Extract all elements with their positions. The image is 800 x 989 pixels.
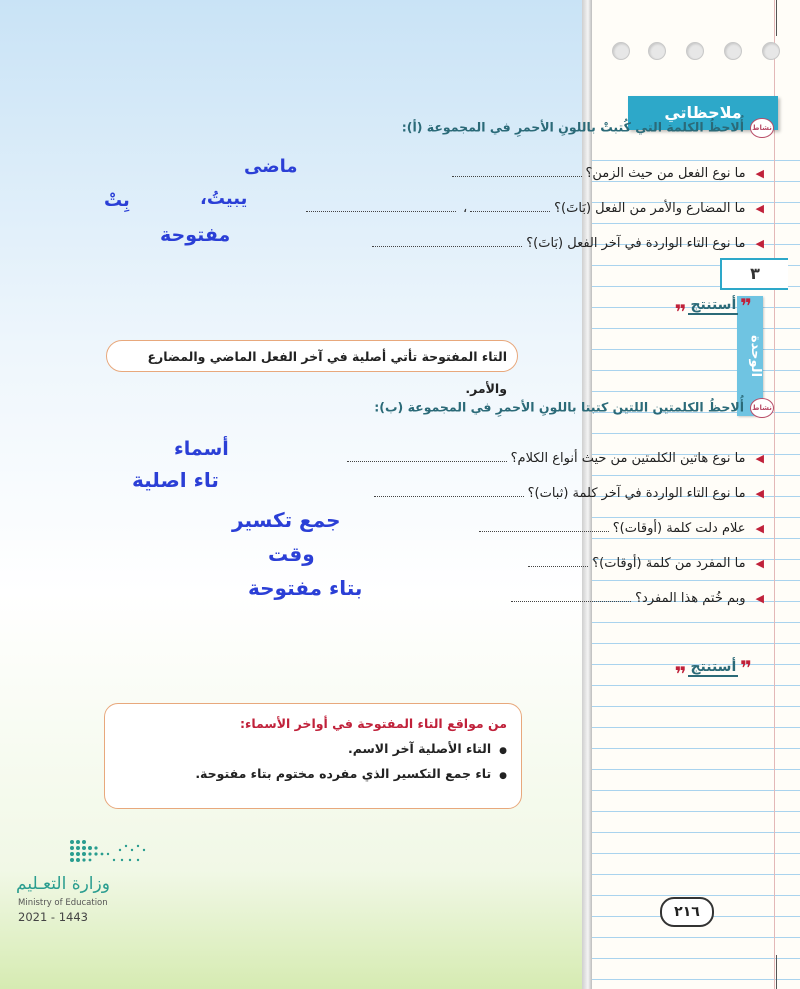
question-text: علام دلت كلمة (أوقات)؟ — [612, 521, 746, 536]
answer-line — [306, 201, 456, 212]
answer-line — [374, 486, 524, 497]
question-text: ما نوع هاتين الكلمتين من حيث أنواع الكلام؟ — [510, 451, 746, 466]
notes-title: ملاحظاتي — [628, 96, 778, 130]
answer-line — [452, 166, 582, 177]
handwritten-answer: ماضى — [244, 156, 298, 177]
question-row — [372, 236, 764, 251]
ministry-name-en: Ministry of Education — [18, 898, 108, 908]
question-row — [374, 486, 764, 501]
cut-mark — [776, 955, 777, 989]
unit-tab-label: الوحدة — [748, 334, 763, 378]
answer-line — [347, 451, 507, 462]
question-row — [452, 166, 765, 181]
arrow-icon: ◀ — [755, 237, 764, 250]
arrow-icon: ◀ — [755, 592, 764, 605]
handwritten-answer: وقت — [268, 542, 315, 566]
arrow-icon: ◀ — [755, 167, 764, 180]
arrow-icon: ◀ — [755, 557, 764, 570]
answer-line — [528, 556, 588, 567]
handwritten-answer: أسماء — [174, 438, 229, 460]
handwritten-answer: جمع تكسير — [232, 508, 341, 532]
ministry-logo — [16, 836, 136, 936]
binder-hole — [686, 42, 704, 60]
section-a-instruction: أُلاحظُ الكلمة التي كُتبتْ باللونِ الأحمرِ في المجموعة (أ): — [401, 119, 744, 135]
conclusion-2-item: ● تاء جمع التكسير الذي مفرده مختوم بتاء مفتوحة. — [105, 766, 507, 781]
question-text: وبم خُتم هذا المفرد؟ — [635, 591, 746, 606]
activity-badge: نشاط — [750, 118, 774, 138]
question-row: ◀ما المضارع والأمر من الفعل (بَاتَ)؟، — [306, 201, 764, 216]
binder-hole — [724, 42, 742, 60]
section-b-heading — [374, 398, 774, 418]
question-row — [511, 591, 764, 606]
answer-line — [511, 591, 631, 602]
ministry-dots-icon — [66, 836, 156, 870]
answer-line — [372, 236, 522, 247]
binder-hole — [612, 42, 630, 60]
arrow-icon: ◀ — [755, 522, 764, 535]
conclusion-2-box — [104, 703, 522, 809]
question-row — [479, 521, 764, 536]
question-text: ما المفرد من كلمة (أوقات)؟ — [592, 556, 746, 571]
arrow-icon: ◀ — [755, 487, 764, 500]
question-text: ما المضارع والأمر من الفعل (بَاتَ)؟ — [554, 201, 746, 216]
question-row — [347, 451, 764, 466]
conclusion-1: التاء المفتوحة تأتي أصلية في آخر الفعل الماضي والمضارع والأمر. — [106, 340, 518, 372]
answer-line — [470, 201, 550, 212]
binder-hole — [762, 42, 780, 60]
handwritten-answer: بِتْ — [104, 190, 130, 211]
conclusion-2-item: ● التاء الأصلية آخر الاسم. — [105, 741, 507, 756]
question-text: ما نوع التاء الواردة في آخر الفعل (بَاتَ)؟ — [526, 236, 746, 251]
cut-mark — [776, 0, 777, 36]
arrow-icon: ◀ — [755, 452, 764, 465]
question-text: ما نوع التاء الواردة في آخر كلمة (ثبات)؟ — [527, 486, 746, 501]
ministry-name-ar: وزارة التعـليم — [16, 874, 110, 894]
arrow-icon: ◀ — [755, 202, 764, 215]
section-a-heading — [402, 118, 774, 138]
answer-line — [479, 521, 609, 532]
handwritten-answer: يبيتُ، — [200, 188, 248, 209]
handwritten-answer: تاء اصلية — [132, 468, 219, 492]
question-text: ما نوع الفعل من حيث الزمن؟ — [585, 166, 746, 181]
activity-badge: نشاط — [750, 398, 774, 418]
edition-year: 2021 - 1443 — [18, 910, 88, 924]
handwritten-answer: مفتوحة — [160, 224, 231, 246]
page-number: ٢١٦ — [660, 897, 714, 927]
unit-number: ٣ — [720, 258, 788, 290]
conclude-label-1: ❞أستنتج❞ — [674, 294, 752, 324]
handwritten-answer: بتاء مفتوحة — [248, 576, 363, 600]
conclusion-2-title: من مواقع التاء المفتوحة في أواخر الأسماء: — [239, 716, 507, 731]
conclude-label-2: ❞أستنتج❞ — [674, 656, 752, 686]
section-b-instruction: أُلاحظُ الكلمتين اللتين كتبتا باللونِ الأحمرِ في المجموعة (ب): — [374, 399, 744, 415]
binder-hole — [648, 42, 666, 60]
margin-line — [774, 0, 775, 989]
question-row — [528, 556, 764, 571]
